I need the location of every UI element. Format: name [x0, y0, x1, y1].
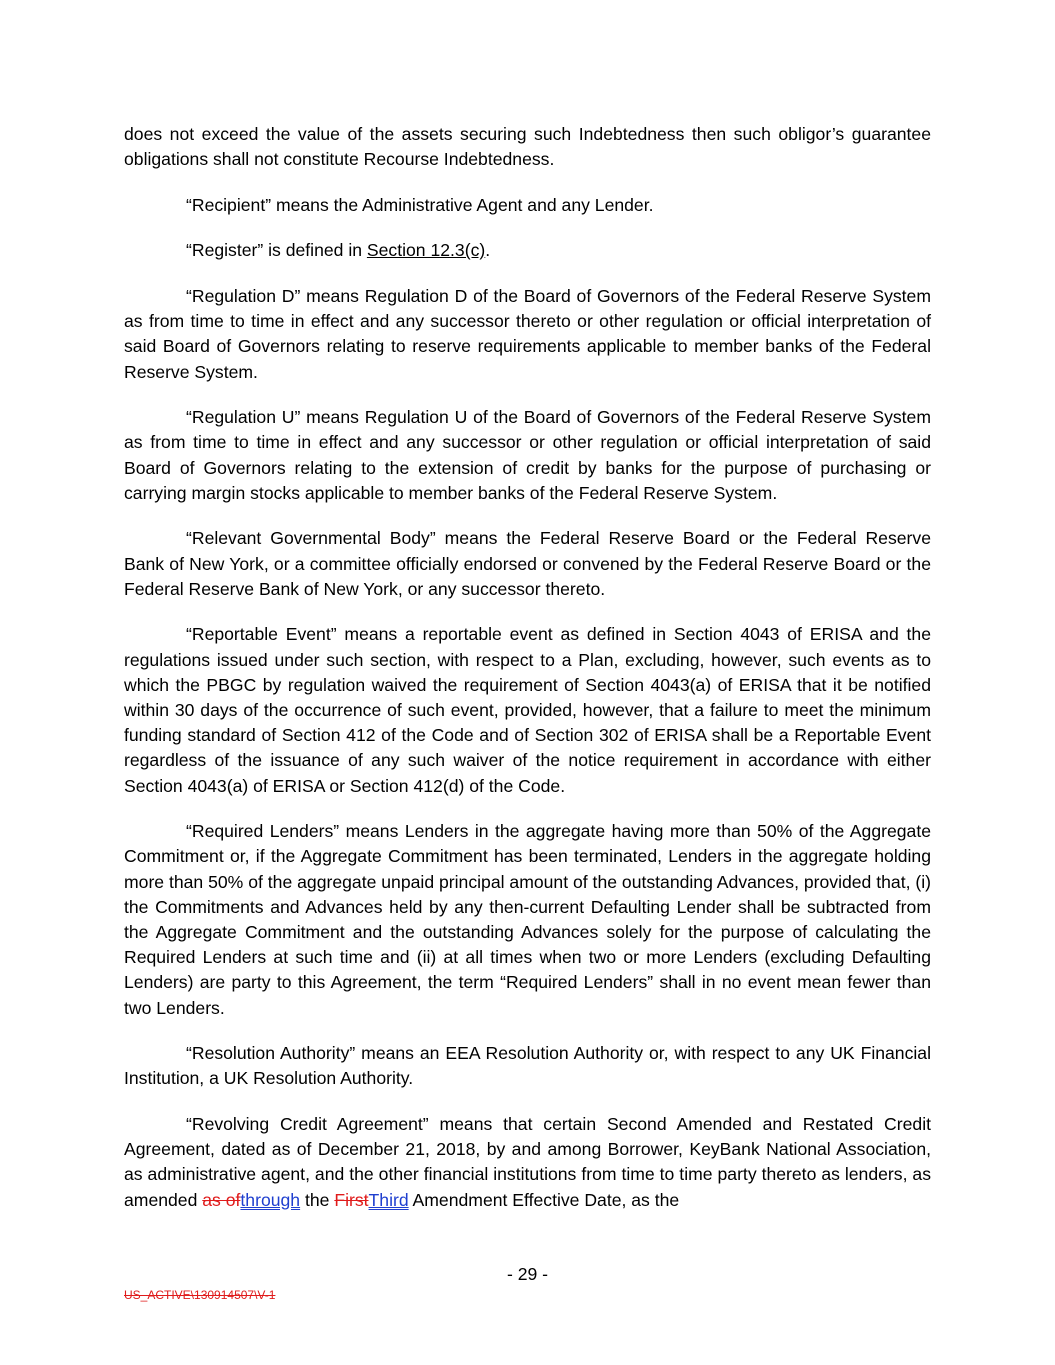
paragraph-recourse-continuation: does not exceed the value of the assets securing such Indebtedness then such obligor’s guarantee obligations shall not constitute Recourse Indebtedness. — [124, 124, 931, 170]
revolving-text-2: the — [300, 1189, 335, 1210]
deleted-text: as of — [202, 1189, 241, 1210]
document-body — [124, 122, 931, 1233]
register-period: . — [485, 240, 491, 261]
revolving-text-3: Amendment Effective Date, as the — [408, 1189, 680, 1210]
paragraph-revolving-credit-agreement — [124, 1112, 931, 1213]
paragraph-regulation-d: “Regulation D” means Regulation D of the Board of Governors of the Federal Reserve System as from time to time in effect and any successor thereto or other regulation or official interpretation of said Board of Governors relating to reserve requirements applicable to member banks of the Federal Reserve System. — [124, 285, 931, 382]
paragraph-relevant-governmental-body: “Relevant Governmental Body” means the Federal Reserve Board or the Federal Reserve Bank of New York, or a committee officially endorsed or convened by the Federal Reserve Board or the Federal Reserve Bank of New York, or any successor thereto. — [124, 528, 931, 599]
deleted-text: First — [334, 1189, 369, 1210]
section-reference-link[interactable]: Section 12.3(c) — [366, 240, 486, 261]
inserted-text: through — [240, 1189, 301, 1210]
paragraph-required-lenders: “Required Lenders” means Lenders in the aggregate having more than 50% of the Aggregate Commitment or, if the Aggregate Commitment has been terminated, Lenders in the aggregate holding more than 50% of the aggregate unpaid principal amount of the outstanding Advances, provided that, (i) the Commitments and Advances held by any then-current Defaulting Lender shall be subtracted from the Aggregate Commitment and the outstanding Advances solely for the purpose of calculating the Required Lenders at such time and (ii) at all times when two or more Lenders (excluding Defaulting Lenders) are party to this Agreement, the term “Required Lenders” shall in no event mean fewer than two Lenders. — [124, 821, 931, 1018]
paragraph-recipient: “Recipient” means the Administrative Agent and any Lender. — [186, 194, 654, 215]
register-text: “Register” is defined in — [186, 240, 367, 261]
document-id-footer: US_ACTIVE\130914507\V-1 — [124, 1288, 276, 1302]
inserted-text: Third — [368, 1189, 409, 1210]
paragraph-reportable-event: “Reportable Event” means a reportable event as defined in Section 4043 of ERISA and the regulations issued under such section, with respect to a Plan, excluding, however, such events as to which the PBGC by regulation waived the requirement of Section 4043(a) of ERISA that it be notified within 30 days of the occurrence of such event, provided, however, that a failure to meet the minimum funding standard of Section 412 of the Code and of Section 302 of ERISA shall be a Reportable Event regardless of the issuance of any such waiver of the notice requirement in accordance with either Section 4043(a) of ERISA or Section 412(d) of the Code. — [124, 624, 931, 796]
paragraph-regulation-u: “Regulation U” means Regulation U of the Board of Governors of the Federal Reserve System as from time to time in effect and any successor or other regulation or official interpretation of said Board of Governors relating to the extension of credit by banks for the purpose of purchasing or carrying margin stocks applicable to member banks of the Federal Reserve System. — [124, 407, 931, 503]
page-number: - 29 - — [506, 1264, 549, 1284]
revolving-text-1: “Revolving Credit Agreement” means that certain Second Amended and Restated Credit Agreement, dated as of December 21, 2018, by and among Borrower, KeyBank National Association, as administrative agent, and the other financial institutions from time to time party thereto as lenders, as amended — [124, 1114, 931, 1210]
paragraph-resolution-authority: “Resolution Authority” means an EEA Resolution Authority or, with respect to any UK Financial Institution, a UK Resolution Authority. — [124, 1043, 931, 1089]
paragraph-register — [124, 238, 931, 263]
